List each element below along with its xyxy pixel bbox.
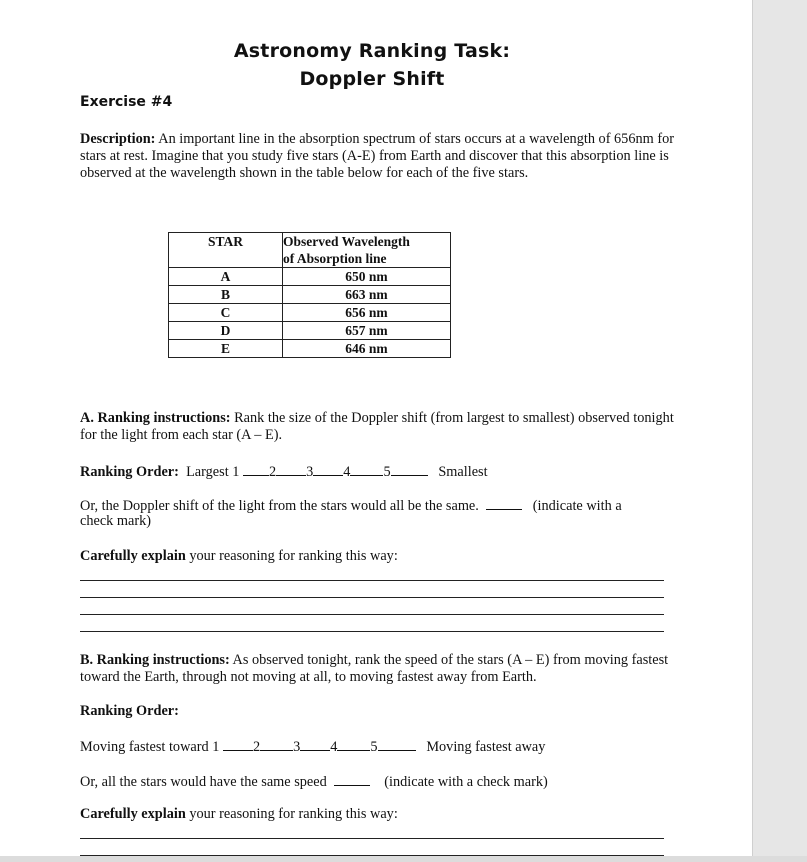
partB-same-line (80, 772, 548, 791)
exercise-label: Exercise #4 (80, 94, 173, 110)
partA-start: Largest 1 (186, 464, 240, 480)
partB-explain-bold: Carefully explain (80, 806, 186, 822)
partA-n3: 3 (306, 464, 314, 480)
partB-n2: 2 (252, 739, 261, 755)
wavelength-cell: 656 nm (283, 304, 451, 322)
partB-explain (80, 806, 398, 823)
table-row (169, 322, 451, 340)
header-wavelength (283, 233, 451, 268)
wavelength-cell: 646 nm (283, 340, 451, 358)
partB-blank-5[interactable] (378, 737, 416, 751)
partB-start: Moving fastest toward 1 (80, 739, 220, 755)
partA-explain-bold: Carefully explain (80, 548, 186, 564)
star-cell: B (169, 286, 283, 304)
partB-instructions (80, 652, 680, 686)
description-label: Description: (80, 131, 156, 147)
partB-explain-rest: your reasoning for ranking this way: (185, 806, 398, 822)
partB-text: As observed tonight, rank the speed of the stars (A – E) from moving fastest toward the Earth, through not moving at all, to moving fastest away from Earth. (80, 652, 669, 685)
partB-answer-line-1[interactable] (80, 838, 664, 839)
partA-same-line (80, 496, 622, 515)
partA-explain (80, 548, 398, 565)
star-cell: C (169, 304, 283, 322)
viewer-bottom-edge (0, 856, 807, 862)
table-row (169, 304, 451, 322)
star-wavelength-table (168, 232, 451, 358)
table-header-row (169, 233, 451, 268)
page-title-line1: Astronomy Ranking Task: (233, 40, 511, 62)
partA-instructions (80, 410, 680, 444)
star-cell: A (169, 268, 283, 286)
partA-answer-line-1[interactable] (80, 580, 664, 581)
partB-end: Moving fastest away (426, 739, 546, 755)
partA-blank-2[interactable] (276, 462, 306, 476)
partB-blank-3[interactable] (300, 737, 330, 751)
partB-same-checkbox-blank[interactable] (334, 772, 370, 786)
partA-answer-line-2[interactable] (80, 597, 664, 598)
partA-same-checkbox-blank[interactable] (486, 496, 522, 510)
partA-end: Smallest (438, 464, 488, 480)
partA-blank-5[interactable] (391, 462, 428, 476)
partA-same-note: (indicate with a (532, 498, 622, 514)
partA-order-label: Ranking Order: (80, 464, 179, 480)
partA-blank-1[interactable] (243, 462, 269, 476)
description-text: An important line in the absorption spectrum of stars occurs at a wavelength of 656nm for stars at rest. Imagine that you study five stars (A-E) from Earth and discover that this absorption line is observed at the wavelength shown in the table below for each of the five stars. (80, 131, 674, 181)
partB-order-label (80, 703, 179, 720)
partB-n3: 3 (293, 739, 301, 755)
partB-n4: 4 (330, 739, 338, 755)
partB-same-note: (indicate with a check mark) (384, 774, 548, 790)
partB-blank-4[interactable] (337, 737, 370, 751)
table-row (169, 286, 451, 304)
partB-ranking-order (80, 737, 545, 756)
partA-blank-3[interactable] (313, 462, 343, 476)
header-wavelength-line2: of Absorption line (283, 251, 387, 266)
partA-text: Rank the size of the Doppler shift (from largest to smallest) observed tonight for the light from each star (A – E). (80, 410, 674, 443)
description-paragraph (80, 131, 680, 182)
partB-label: B. Ranking instructions: (80, 652, 230, 668)
wavelength-cell: 657 nm (283, 322, 451, 340)
table-row (169, 340, 451, 358)
partA-n4: 4 (343, 464, 351, 480)
star-cell: E (169, 340, 283, 358)
partB-n5: 5 (370, 739, 378, 755)
viewer-scroll-area[interactable] (753, 0, 807, 862)
partA-same-text: Or, the Doppler shift of the light from the stars would all be the same. (80, 498, 479, 514)
star-cell: D (169, 322, 283, 340)
partA-label: A. Ranking instructions: (80, 410, 231, 426)
page-title-line2: Doppler Shift (299, 68, 445, 90)
partA-n5: 5 (383, 464, 391, 480)
partB-blank-1[interactable] (223, 737, 253, 751)
table-row (169, 268, 451, 286)
partB-same-text: Or, all the stars would have the same speed (80, 774, 327, 790)
header-wavelength-line1: Observed Wavelength (283, 234, 410, 249)
partB-blank-2[interactable] (260, 737, 293, 751)
wavelength-cell: 650 nm (283, 268, 451, 286)
partA-answer-line-4[interactable] (80, 631, 664, 632)
partA-n2: 2 (268, 464, 277, 480)
wavelength-cell: 663 nm (283, 286, 451, 304)
partA-ranking-order (80, 462, 488, 481)
partB-order-label-text: Ranking Order: (80, 703, 179, 719)
header-star: STAR (169, 233, 283, 268)
partA-answer-line-3[interactable] (80, 614, 664, 615)
partA-explain-rest: your reasoning for ranking this way: (185, 548, 398, 564)
partA-same-note2: check mark) (80, 513, 152, 529)
partA-blank-4[interactable] (350, 462, 383, 476)
